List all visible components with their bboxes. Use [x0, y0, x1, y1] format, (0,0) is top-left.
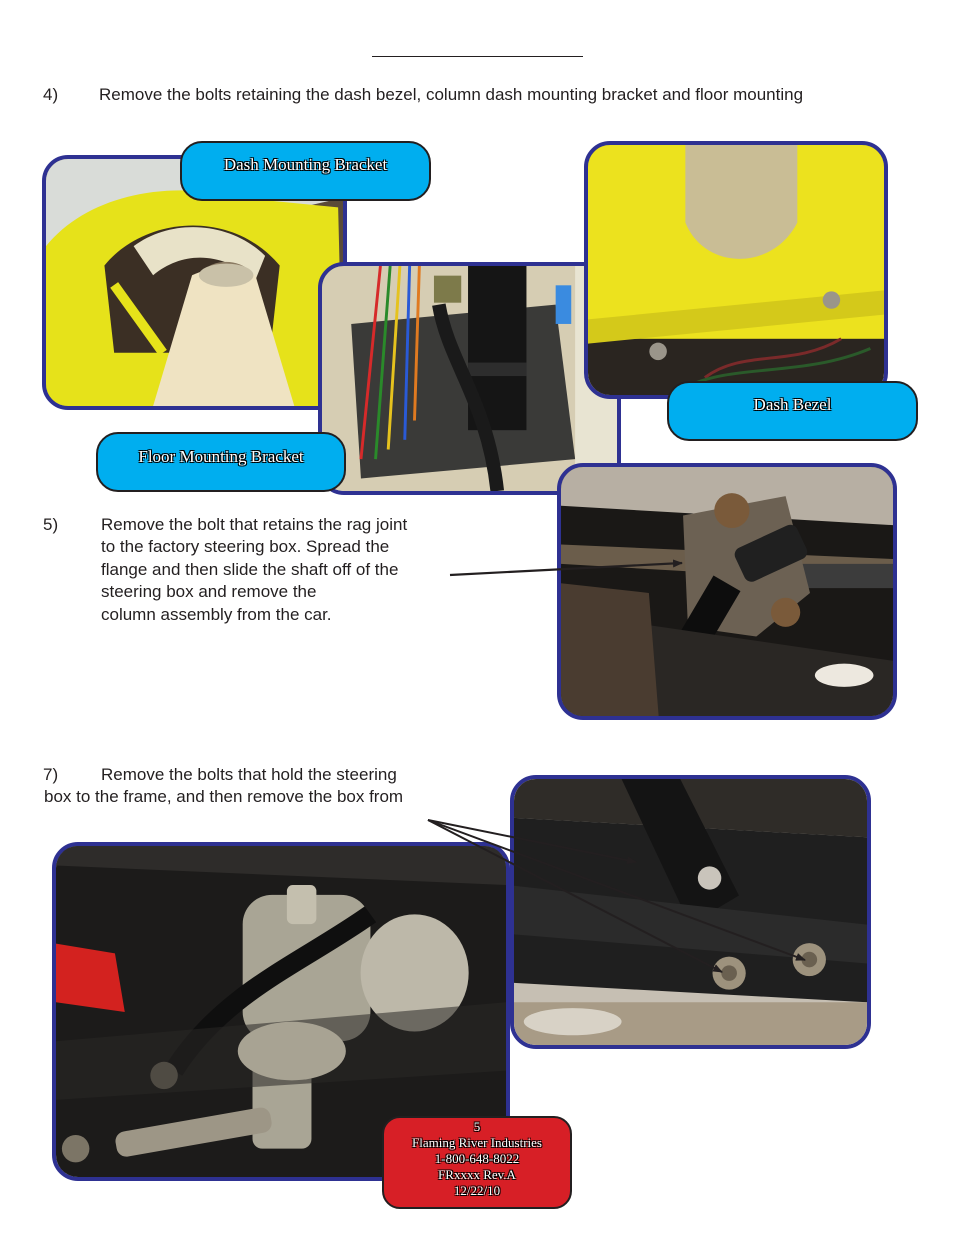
document-revision: FRxxxx Rev.A	[438, 1167, 516, 1182]
phone-number: 1-800-648-8022	[434, 1151, 520, 1166]
step-5-line-4: steering box and remove the	[101, 582, 317, 601]
document-date: 12/22/10	[453, 1183, 501, 1198]
callout-dash-mounting-bracket: Dash Mounting Bracket	[180, 141, 431, 201]
page-number: 5	[473, 1119, 481, 1134]
header-rule	[372, 56, 583, 57]
dash-bezel-illustration	[588, 145, 884, 395]
photo-floor-mounting-bracket	[318, 262, 621, 495]
rag-joint-illustration	[561, 467, 893, 716]
floor-bracket-illustration	[322, 266, 617, 491]
step-7-line-2: box to the frame, and then remove the box from	[44, 787, 404, 806]
callout-floor-mounting-bracket: Floor Mounting Bracket	[96, 432, 346, 492]
footer-info-box	[382, 1116, 572, 1209]
photo-frame-bolts	[510, 775, 871, 1049]
step-5-line-5: column assembly from the car.	[101, 605, 332, 624]
step-7-line-1: Remove the bolts that hold the steering	[101, 765, 397, 784]
step-5-line-3: flange and then slide the shaft off of the	[101, 560, 399, 579]
step-5-number: 5)	[43, 515, 59, 534]
company-name: Flaming River Industries	[412, 1135, 542, 1150]
step-4-number: 4)	[43, 85, 59, 104]
frame-bolts-illustration	[514, 779, 867, 1045]
step-7-number: 7)	[43, 765, 59, 784]
photo-rag-joint	[557, 463, 897, 720]
step-4-text: Remove the bolts retaining the dash bezel, column dash mounting bracket and floor mounting	[99, 85, 804, 104]
step-5-line-2: to the factory steering box. Spread the	[101, 537, 390, 556]
callout-dash-bezel: Dash Bezel	[667, 381, 918, 441]
photo-dash-bezel	[584, 141, 888, 399]
step-5-line-1: Remove the bolt that retains the rag joint	[101, 515, 408, 534]
